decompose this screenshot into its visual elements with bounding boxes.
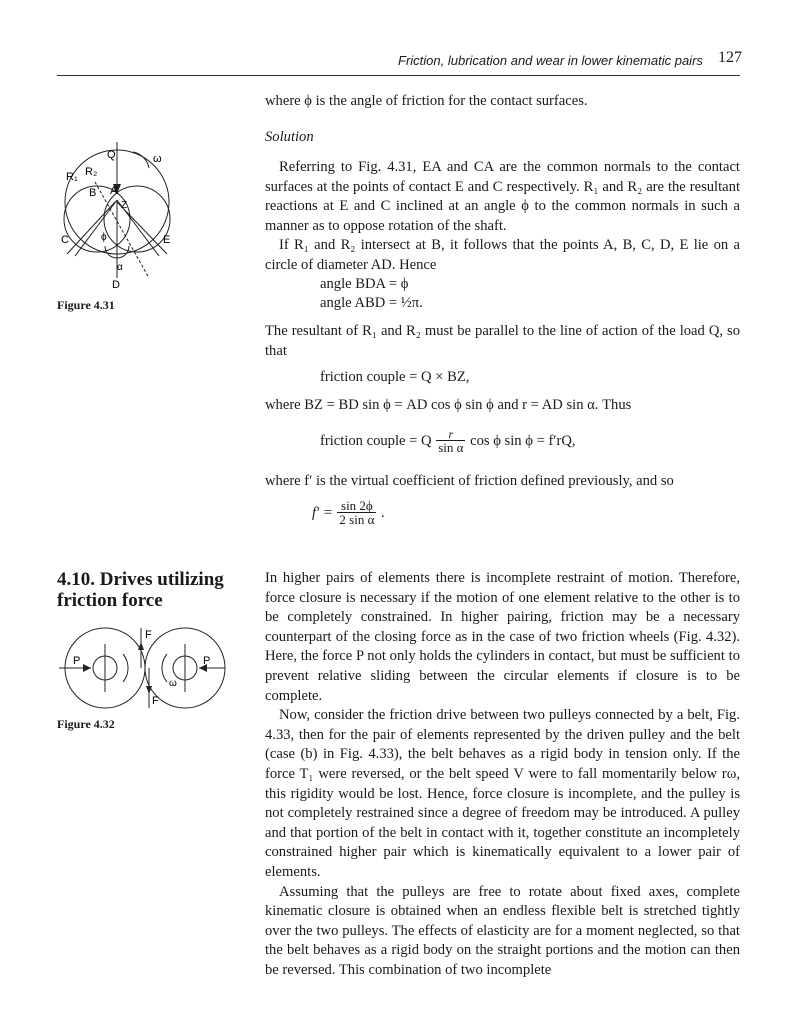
solution-paragraph-1: Referring to Fig. 4.31, EA and CA are the common normals to the contact surfaces at the points of contact E and C respectively. R₁ and R₂ are the resultant reactions at E and C inclined at an angle ϕ to the common normals in such a manner as to oppose rotation of the shaft. bbox=[265, 159, 740, 234]
eq-couple2-left: friction couple = Q bbox=[320, 432, 432, 449]
label-r1: R₁ bbox=[66, 171, 78, 183]
label-p-right: P bbox=[203, 655, 211, 667]
section-body bbox=[265, 569, 740, 980]
figure-4-32-diagram bbox=[55, 622, 230, 714]
section-heading bbox=[57, 569, 247, 611]
figure-4-32-caption: Figure 4.32 bbox=[57, 717, 115, 731]
eq-couple2-fraction bbox=[436, 428, 465, 455]
equation-angle-abd: angle ABD = ½π. bbox=[320, 295, 423, 311]
solution-paragraph-4-text: where BZ = BD sin ϕ = AD cos ϕ sin ϕ and r = AD sin α. Thus bbox=[265, 397, 632, 413]
label-d: D bbox=[112, 279, 120, 290]
figure-4-31-caption: Figure 4.31 bbox=[57, 298, 115, 312]
solution-heading: Solution bbox=[265, 129, 314, 145]
solution-paragraph-2: If R₁ and R₂ intersect at B, it follows that the points A, B, C, D, E lie on a circle of diameter AD. Hence bbox=[265, 237, 740, 273]
section-title-line2: friction force bbox=[57, 590, 163, 611]
solution-paragraph-5-text: where f′ is the virtual coefficient of friction defined previously, and so bbox=[265, 473, 674, 489]
header-rule bbox=[57, 75, 740, 76]
label-z: Z bbox=[121, 200, 128, 211]
eq-f-right: . bbox=[381, 504, 385, 521]
label-q: Q bbox=[107, 149, 116, 161]
section-number: 4.10. bbox=[57, 569, 95, 590]
label-omega: ω bbox=[169, 678, 177, 689]
eq-couple2-right: cos ϕ sin ϕ = f′rQ, bbox=[470, 432, 576, 449]
label-c: C bbox=[61, 234, 69, 246]
figure-4-31-diagram bbox=[55, 128, 185, 290]
normal-line-left bbox=[75, 200, 117, 256]
label-phi: ϕ bbox=[101, 232, 107, 243]
eq-couple2-denominator: sin α bbox=[438, 440, 464, 455]
equation-friction-couple-2 bbox=[320, 428, 576, 455]
solution-paragraph-3 bbox=[265, 322, 740, 361]
section-title-line1: Drives utilizing bbox=[99, 569, 224, 590]
eq-f-fraction bbox=[337, 500, 376, 527]
journal-circle bbox=[64, 186, 130, 252]
running-title: Friction, lubrication and wear in lower kinematic pairs bbox=[398, 53, 703, 68]
label-a: A bbox=[110, 185, 118, 197]
eq-f-denominator: 2 sin α bbox=[339, 512, 375, 527]
label-alpha: α bbox=[117, 262, 123, 273]
intro-line: where ϕ is the angle of friction for the contact surfaces. bbox=[265, 93, 588, 109]
section-paragraph-1: In higher pairs of elements there is incomplete restraint of motion. Therefore, force closure is necessary if the motion of one element relative to the other is to be completely constrained. In higher pairing, friction may be a necessary counterpart of the closing force as in the case of two friction wheels (Fig. 4.32). Here, the force P not only holds the cylinders in contact, but must be sufficient to prevent relative sliding between the circular elements if closure is to be complete. bbox=[265, 570, 740, 704]
label-f-bottom: F bbox=[152, 695, 159, 707]
solution-paragraph-4 bbox=[265, 396, 740, 416]
label-p-left: P bbox=[73, 655, 81, 667]
equation-f-prime bbox=[312, 500, 385, 527]
eq-f-numerator: sin 2ϕ bbox=[337, 500, 376, 513]
label-e: E bbox=[163, 234, 171, 246]
solution-paragraph-3-text: The resultant of R₁ and R₂ must be parallel to the line of action of the load Q, so that bbox=[265, 323, 740, 359]
label-f-top: F bbox=[145, 629, 152, 641]
solution-paragraph-5 bbox=[265, 472, 740, 492]
equation-angle-bda: angle BDA = ϕ bbox=[320, 276, 409, 292]
solution-text-block bbox=[265, 158, 740, 276]
section-paragraph-3: Assuming that the pulleys are free to rotate about fixed axes, complete kinematic closure is obtained when an endless flexible belt is stretched tightly over the two pulleys. The effects of elasticity are for a moment neglected, so that the belt behaves as a rigid body on the straight portions and the motion can then be reversed. This combination of two incomplete bbox=[265, 883, 740, 978]
section-paragraph-2: Now, consider the friction drive between two pulleys connected by a belt, Fig. 4.33, then for the pair of elements represented by the driven pulley and the belt (case (b) in Fig. 4.33), the belt behaves as a rigid body in tension only. If the force T₁ were reversed, or the belt speed V were to fall momentarily below rω, this rigidity would be lost. Hence, force closure is incomplete, and the pulley is not completely restrained since a degree of freedom may be introduced. A pulley and that portion of the belt in contact with it, together constitute an incompletely constrained higher pair which is kinematically equivalent to a lower pair of elements. bbox=[265, 707, 740, 880]
page-number: 127 bbox=[718, 49, 742, 66]
equation-friction-couple-1: friction couple = Q × BZ, bbox=[320, 369, 470, 385]
eq-f-left: f′ = bbox=[312, 504, 333, 521]
label-r2: R₂ bbox=[85, 166, 98, 178]
eq-couple2-numerator: r bbox=[436, 428, 465, 441]
label-omega: ω bbox=[153, 153, 162, 165]
label-b: B bbox=[89, 187, 97, 199]
